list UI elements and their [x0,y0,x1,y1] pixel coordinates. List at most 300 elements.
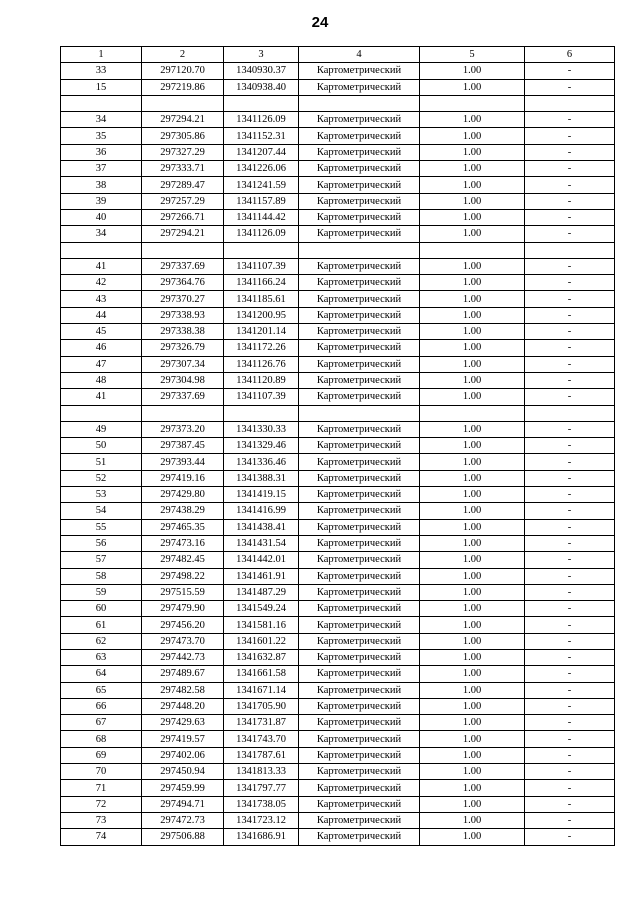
cell-accuracy: 1.00 [420,63,525,79]
cell-x-coordinate: 297456.20 [142,617,224,633]
cell-method: Картометрический [299,666,420,682]
cell-x-coordinate: 297448.20 [142,698,224,714]
column-header-4: 4 [299,47,420,63]
cell-point-number: 42 [61,275,142,291]
cell-accuracy: 1.00 [420,487,525,503]
cell-x-coordinate: 297338.93 [142,307,224,323]
cell-y-coordinate: 1341731.87 [224,715,299,731]
cell-y-coordinate: 1341336.46 [224,454,299,470]
cell-method: Картометрический [299,226,420,242]
cell-y-coordinate: 1341107.39 [224,389,299,405]
cell-note: - [525,193,615,209]
cell-accuracy: 1.00 [420,372,525,388]
cell-accuracy: 1.00 [420,698,525,714]
cell-x-coordinate: 297459.99 [142,780,224,796]
cell-point-number: 40 [61,209,142,225]
cell-accuracy: 1.00 [420,552,525,568]
cell-x-coordinate: 297498.22 [142,568,224,584]
cell-note: - [525,275,615,291]
cell-accuracy: 1.00 [420,226,525,242]
cell-y-coordinate: 1341419.15 [224,487,299,503]
cell-accuracy: 1.00 [420,503,525,519]
cell-method: Картометрический [299,470,420,486]
cell-accuracy: 1.00 [420,812,525,828]
cell-x-coordinate: 297419.16 [142,470,224,486]
cell-point-number: 73 [61,812,142,828]
cell-y-coordinate: 1341797.77 [224,780,299,796]
cell-y-coordinate [224,405,299,421]
cell-note: - [525,438,615,454]
cell-note [525,405,615,421]
table-row [61,79,615,95]
cell-x-coordinate: 297120.70 [142,63,224,79]
cell-point-number: 41 [61,389,142,405]
cell-y-coordinate: 1341661.58 [224,666,299,682]
cell-accuracy: 1.00 [420,454,525,470]
table-row [61,209,615,225]
cell-x-coordinate: 297307.34 [142,356,224,372]
cell-method: Картометрический [299,796,420,812]
table-row [61,275,615,291]
cell-accuracy: 1.00 [420,112,525,128]
cell-accuracy: 1.00 [420,161,525,177]
cell-accuracy: 1.00 [420,307,525,323]
cell-note: - [525,780,615,796]
cell-point-number: 71 [61,780,142,796]
cell-point-number: 59 [61,584,142,600]
cell-x-coordinate: 297387.45 [142,438,224,454]
cell-y-coordinate: 1341388.31 [224,470,299,486]
table-separator-row [61,95,615,111]
cell-x-coordinate: 297473.70 [142,633,224,649]
cell-point-number: 15 [61,79,142,95]
cell-point-number: 36 [61,144,142,160]
cell-method: Картометрический [299,421,420,437]
table-row [61,438,615,454]
cell-y-coordinate: 1341157.89 [224,193,299,209]
cell-method: Картометрический [299,79,420,95]
table-row [61,389,615,405]
cell-y-coordinate: 1341787.61 [224,747,299,763]
cell-method: Картометрический [299,438,420,454]
cell-x-coordinate: 297373.20 [142,421,224,437]
cell-method: Картометрический [299,633,420,649]
cell-x-coordinate: 297326.79 [142,340,224,356]
cell-y-coordinate: 1341723.12 [224,812,299,828]
cell-accuracy: 1.00 [420,519,525,535]
cell-accuracy: 1.00 [420,389,525,405]
cell-method: Картометрический [299,63,420,79]
cell-point-number [61,405,142,421]
column-header-1: 1 [61,47,142,63]
cell-note: - [525,79,615,95]
cell-note: - [525,617,615,633]
cell-y-coordinate: 1341416.99 [224,503,299,519]
table-row [61,535,615,551]
cell-note: - [525,112,615,128]
table-row [61,356,615,372]
cell-y-coordinate: 1340938.40 [224,79,299,95]
cell-point-number: 39 [61,193,142,209]
cell-point-number: 70 [61,764,142,780]
cell-x-coordinate: 297364.76 [142,275,224,291]
cell-note: - [525,307,615,323]
cell-method [299,405,420,421]
cell-accuracy [420,405,525,421]
cell-accuracy: 1.00 [420,144,525,160]
cell-note [525,242,615,258]
cell-point-number: 44 [61,307,142,323]
cell-y-coordinate: 1341152.31 [224,128,299,144]
cell-y-coordinate: 1341743.70 [224,731,299,747]
cell-x-coordinate: 297393.44 [142,454,224,470]
cell-note: - [525,372,615,388]
cell-x-coordinate [142,405,224,421]
table-row [61,601,615,617]
cell-x-coordinate: 297257.29 [142,193,224,209]
cell-point-number: 74 [61,829,142,845]
cell-x-coordinate: 297479.90 [142,601,224,617]
cell-accuracy: 1.00 [420,633,525,649]
cell-accuracy: 1.00 [420,584,525,600]
table-row [61,666,615,682]
cell-note: - [525,161,615,177]
cell-accuracy: 1.00 [420,764,525,780]
cell-method: Картометрический [299,128,420,144]
cell-y-coordinate: 1341172.26 [224,340,299,356]
cell-note: - [525,568,615,584]
table-header-row [61,47,615,63]
cell-method: Картометрический [299,487,420,503]
cell-accuracy: 1.00 [420,193,525,209]
cell-note: - [525,812,615,828]
column-header-6: 6 [525,47,615,63]
cell-x-coordinate: 297482.58 [142,682,224,698]
cell-point-number: 46 [61,340,142,356]
cell-note: - [525,666,615,682]
table-row [61,470,615,486]
table-row [61,161,615,177]
cell-note: - [525,324,615,340]
table-row [61,731,615,747]
cell-method: Картометрический [299,812,420,828]
cell-note: - [525,503,615,519]
cell-y-coordinate: 1341200.95 [224,307,299,323]
cell-point-number: 41 [61,258,142,274]
cell-y-coordinate: 1341330.33 [224,421,299,437]
cell-x-coordinate: 297472.73 [142,812,224,828]
cell-note: - [525,796,615,812]
cell-accuracy: 1.00 [420,601,525,617]
cell-point-number [61,95,142,111]
cell-accuracy: 1.00 [420,275,525,291]
cell-point-number: 34 [61,112,142,128]
cell-method: Картометрический [299,617,420,633]
cell-point-number: 63 [61,649,142,665]
coordinates-table [60,46,615,846]
cell-method: Картометрический [299,780,420,796]
cell-point-number: 53 [61,487,142,503]
table-row [61,829,615,845]
cell-y-coordinate: 1341329.46 [224,438,299,454]
table-row [61,340,615,356]
cell-accuracy: 1.00 [420,617,525,633]
cell-y-coordinate: 1341120.89 [224,372,299,388]
table-row [61,519,615,535]
cell-accuracy: 1.00 [420,340,525,356]
cell-y-coordinate: 1341686.91 [224,829,299,845]
table-row [61,487,615,503]
cell-y-coordinate: 1341126.09 [224,226,299,242]
cell-x-coordinate: 297494.71 [142,796,224,812]
cell-note: - [525,421,615,437]
cell-y-coordinate: 1341207.44 [224,144,299,160]
cell-note: - [525,764,615,780]
cell-point-number: 52 [61,470,142,486]
cell-y-coordinate: 1341185.61 [224,291,299,307]
table-row [61,193,615,209]
cell-point-number: 62 [61,633,142,649]
cell-accuracy [420,242,525,258]
cell-accuracy: 1.00 [420,796,525,812]
table-row [61,649,615,665]
table-body [61,47,615,846]
cell-y-coordinate: 1341632.87 [224,649,299,665]
cell-note: - [525,535,615,551]
table-row [61,584,615,600]
table-row [61,812,615,828]
cell-y-coordinate: 1341549.24 [224,601,299,617]
cell-point-number: 68 [61,731,142,747]
cell-point-number: 57 [61,552,142,568]
cell-accuracy: 1.00 [420,535,525,551]
cell-y-coordinate: 1341107.39 [224,258,299,274]
cell-point-number: 45 [61,324,142,340]
table-separator-row [61,242,615,258]
cell-y-coordinate: 1341487.29 [224,584,299,600]
table-row [61,568,615,584]
cell-accuracy: 1.00 [420,356,525,372]
cell-note: - [525,649,615,665]
cell-method: Картометрический [299,731,420,747]
cell-x-coordinate: 297305.86 [142,128,224,144]
cell-accuracy: 1.00 [420,682,525,698]
cell-x-coordinate: 297489.67 [142,666,224,682]
table-row [61,372,615,388]
cell-point-number: 37 [61,161,142,177]
cell-x-coordinate: 297327.29 [142,144,224,160]
cell-x-coordinate: 297337.69 [142,389,224,405]
cell-x-coordinate: 297337.69 [142,258,224,274]
cell-point-number: 64 [61,666,142,682]
cell-method: Картометрический [299,193,420,209]
cell-method: Картометрический [299,682,420,698]
cell-point-number: 34 [61,226,142,242]
cell-y-coordinate: 1341226.06 [224,161,299,177]
page-number: 24 [311,14,329,31]
cell-x-coordinate: 297429.80 [142,487,224,503]
table-row [61,63,615,79]
cell-note: - [525,63,615,79]
cell-method: Картометрический [299,112,420,128]
table-row [61,421,615,437]
cell-method [299,95,420,111]
cell-point-number: 72 [61,796,142,812]
cell-method: Картометрический [299,356,420,372]
cell-note: - [525,209,615,225]
cell-note [525,95,615,111]
cell-y-coordinate: 1341671.14 [224,682,299,698]
cell-method: Картометрический [299,584,420,600]
cell-point-number [61,242,142,258]
table-row [61,324,615,340]
table-row [61,780,615,796]
cell-x-coordinate: 297289.47 [142,177,224,193]
cell-note: - [525,454,615,470]
cell-accuracy: 1.00 [420,291,525,307]
cell-point-number: 43 [61,291,142,307]
cell-y-coordinate: 1341581.16 [224,617,299,633]
cell-y-coordinate: 1341438.41 [224,519,299,535]
cell-y-coordinate: 1340930.37 [224,63,299,79]
cell-note: - [525,177,615,193]
table-row [61,454,615,470]
cell-y-coordinate: 1341431.54 [224,535,299,551]
cell-note: - [525,226,615,242]
cell-method: Картометрический [299,161,420,177]
table-row [61,698,615,714]
table-row [61,291,615,307]
cell-point-number: 49 [61,421,142,437]
cell-note: - [525,731,615,747]
cell-y-coordinate [224,242,299,258]
table-row [61,764,615,780]
cell-y-coordinate: 1341126.76 [224,356,299,372]
cell-x-coordinate: 297473.16 [142,535,224,551]
cell-x-coordinate: 297294.21 [142,226,224,242]
cell-y-coordinate: 1341144.42 [224,209,299,225]
cell-method: Картометрический [299,552,420,568]
cell-method: Картометрический [299,764,420,780]
cell-x-coordinate [142,242,224,258]
cell-accuracy: 1.00 [420,258,525,274]
cell-method: Картометрический [299,144,420,160]
cell-note: - [525,633,615,649]
cell-method: Картометрический [299,209,420,225]
cell-method: Картометрический [299,568,420,584]
cell-point-number: 50 [61,438,142,454]
cell-method: Картометрический [299,324,420,340]
cell-y-coordinate: 1341461.91 [224,568,299,584]
cell-method: Картометрический [299,715,420,731]
cell-accuracy: 1.00 [420,649,525,665]
cell-note: - [525,715,615,731]
table-row [61,128,615,144]
table-row [61,552,615,568]
cell-note: - [525,519,615,535]
cell-note: - [525,829,615,845]
cell-method: Картометрический [299,829,420,845]
table-row [61,307,615,323]
cell-accuracy: 1.00 [420,747,525,763]
cell-note: - [525,144,615,160]
cell-y-coordinate: 1341738.05 [224,796,299,812]
cell-accuracy: 1.00 [420,731,525,747]
cell-method: Картометрический [299,503,420,519]
cell-x-coordinate: 297219.86 [142,79,224,95]
cell-y-coordinate: 1341442.01 [224,552,299,568]
cell-point-number: 65 [61,682,142,698]
cell-method [299,242,420,258]
column-header-5: 5 [420,47,525,63]
cell-point-number: 67 [61,715,142,731]
cell-y-coordinate: 1341705.90 [224,698,299,714]
cell-method: Картометрический [299,258,420,274]
cell-accuracy: 1.00 [420,470,525,486]
cell-method: Картометрический [299,307,420,323]
cell-x-coordinate: 297482.45 [142,552,224,568]
table-row [61,617,615,633]
cell-point-number: 69 [61,747,142,763]
cell-note: - [525,601,615,617]
cell-accuracy: 1.00 [420,209,525,225]
cell-method: Картометрический [299,519,420,535]
cell-note: - [525,356,615,372]
cell-y-coordinate: 1341166.24 [224,275,299,291]
cell-note: - [525,258,615,274]
cell-x-coordinate: 297333.71 [142,161,224,177]
cell-accuracy: 1.00 [420,715,525,731]
cell-accuracy: 1.00 [420,177,525,193]
cell-point-number: 66 [61,698,142,714]
cell-y-coordinate [224,95,299,111]
table-row [61,682,615,698]
cell-note: - [525,389,615,405]
cell-accuracy: 1.00 [420,79,525,95]
cell-note: - [525,340,615,356]
cell-note: - [525,682,615,698]
cell-method: Картометрический [299,275,420,291]
table-row [61,112,615,128]
cell-method: Картометрический [299,177,420,193]
table-row [61,503,615,519]
cell-x-coordinate: 297266.71 [142,209,224,225]
cell-method: Картометрический [299,389,420,405]
cell-method: Картометрический [299,372,420,388]
table-row [61,747,615,763]
cell-x-coordinate: 297438.29 [142,503,224,519]
cell-point-number: 58 [61,568,142,584]
cell-point-number: 61 [61,617,142,633]
table-row [61,144,615,160]
table-row [61,715,615,731]
cell-x-coordinate [142,95,224,111]
cell-x-coordinate: 297304.98 [142,372,224,388]
cell-method: Картометрический [299,535,420,551]
cell-method: Картометрический [299,291,420,307]
cell-accuracy: 1.00 [420,568,525,584]
table-row [61,226,615,242]
cell-y-coordinate: 1341601.22 [224,633,299,649]
table-row [61,796,615,812]
cell-x-coordinate: 297465.35 [142,519,224,535]
cell-accuracy: 1.00 [420,128,525,144]
cell-method: Картометрический [299,747,420,763]
cell-y-coordinate: 1341813.33 [224,764,299,780]
cell-note: - [525,698,615,714]
cell-accuracy: 1.00 [420,829,525,845]
cell-point-number: 60 [61,601,142,617]
